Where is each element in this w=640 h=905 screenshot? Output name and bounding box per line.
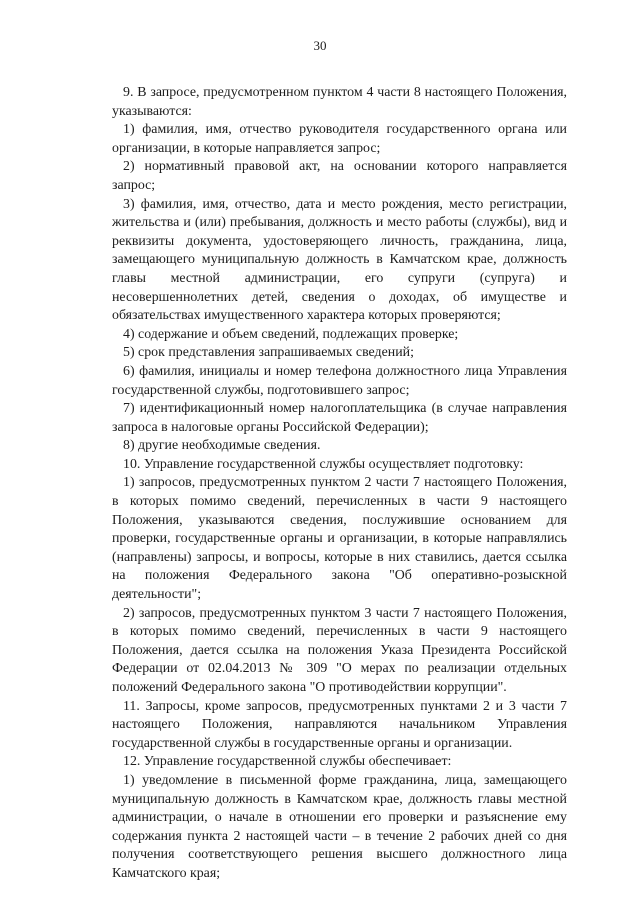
paragraph-10-item-2: 2) запросов, предусмотренных пунктом 3 части 7 настоящего Положения, в которых помимо сведений, перечисленных в части 9 настоящего Положения, дается ссылка на положения Указа Президента Российской Федерации от 02.04.2013 № 309 "О мерах по реализации отдельных положений Федерального закона "О противодействии коррупции". xyxy=(112,605,567,695)
paragraph-9-item-8: 8) другие необходимые сведения. xyxy=(123,438,321,454)
document-body xyxy=(112,84,567,884)
paragraph-9-item-6: 6) фамилия, инициалы и номер телефона должностного лица Управления государственной службы, подготовившего запрос; xyxy=(112,363,567,398)
paragraph-9-item-3: 3) фамилия, имя, отчество, дата и место рождения, место регистрации, жительства и (или) пребывания, должность и место работы (службы), вид и реквизиты документа, удостоверяющего личность, гражданина, лица, замещающего муниципальную должность в Камчатском крае, должность главы местной администрации, его супруги (супруга) и несовершеннолетних детей, сведения о доходах, об имуществе и обязательствах имущественного характера которых проверяются; xyxy=(112,196,567,324)
paragraph-11: 11. Запросы, кроме запросов, предусмотренных пунктами 2 и 3 части 7 настоящего Положения, направляются начальником Управления государственной службы в государственные органы и организации. xyxy=(112,698,567,751)
paragraph-10-item-1: 1) запросов, предусмотренных пунктом 2 части 7 настоящего Положения, в которых помимо сведений, перечисленных в части 9 настоящего Положения, указываются сведения, послужившие основанием для проверки, государственные органы и организации, в которые направлялись (направлены) запросы, и вопросы, которые в них ставились, дается ссылка на положения Федерального закона "Об оперативно-розыскной деятельности"; xyxy=(112,475,567,603)
paragraph-9-item-5: 5) срок представления запрашиваемых сведений; xyxy=(123,345,414,361)
paragraph-9: 9. В запросе, предусмотренном пунктом 4 части 8 настоящего Положения, указываются: xyxy=(112,85,567,119)
page-number: 30 xyxy=(313,38,327,53)
paragraph-9-item-4: 4) содержание и объем сведений, подлежащих проверке; xyxy=(123,326,459,342)
paragraph-9-item-1: 1) фамилия, имя, отчество руководителя государственного органа или организации, в которые направляется запрос; xyxy=(112,122,567,156)
paragraph-12-item-1: 1) уведомление в письменной форме гражданина, лица, замещающего муниципальную должность в Камчатском крае, должность главы местной администрации, о начале в отношении его проверки и разъяснение ему содержания пункта 2 настоящей части – в течение 2 рабочих дней со дня получения соответствующего решения высшего должностного лица Камчатского края; xyxy=(112,772,567,881)
paragraph-9-item-2: 2) нормативный правовой акт, на основании которого направляется запрос; xyxy=(112,159,567,193)
paragraph-10: 10. Управление государственной службы осуществляет подготовку: xyxy=(123,456,524,472)
paragraph-12: 12. Управление государственной службы обеспечивает: xyxy=(123,754,452,770)
paragraph-9-item-7: 7) идентификационный номер налогоплательщика (в случае направления запроса в налоговые органы Российской Федерации); xyxy=(112,401,567,435)
